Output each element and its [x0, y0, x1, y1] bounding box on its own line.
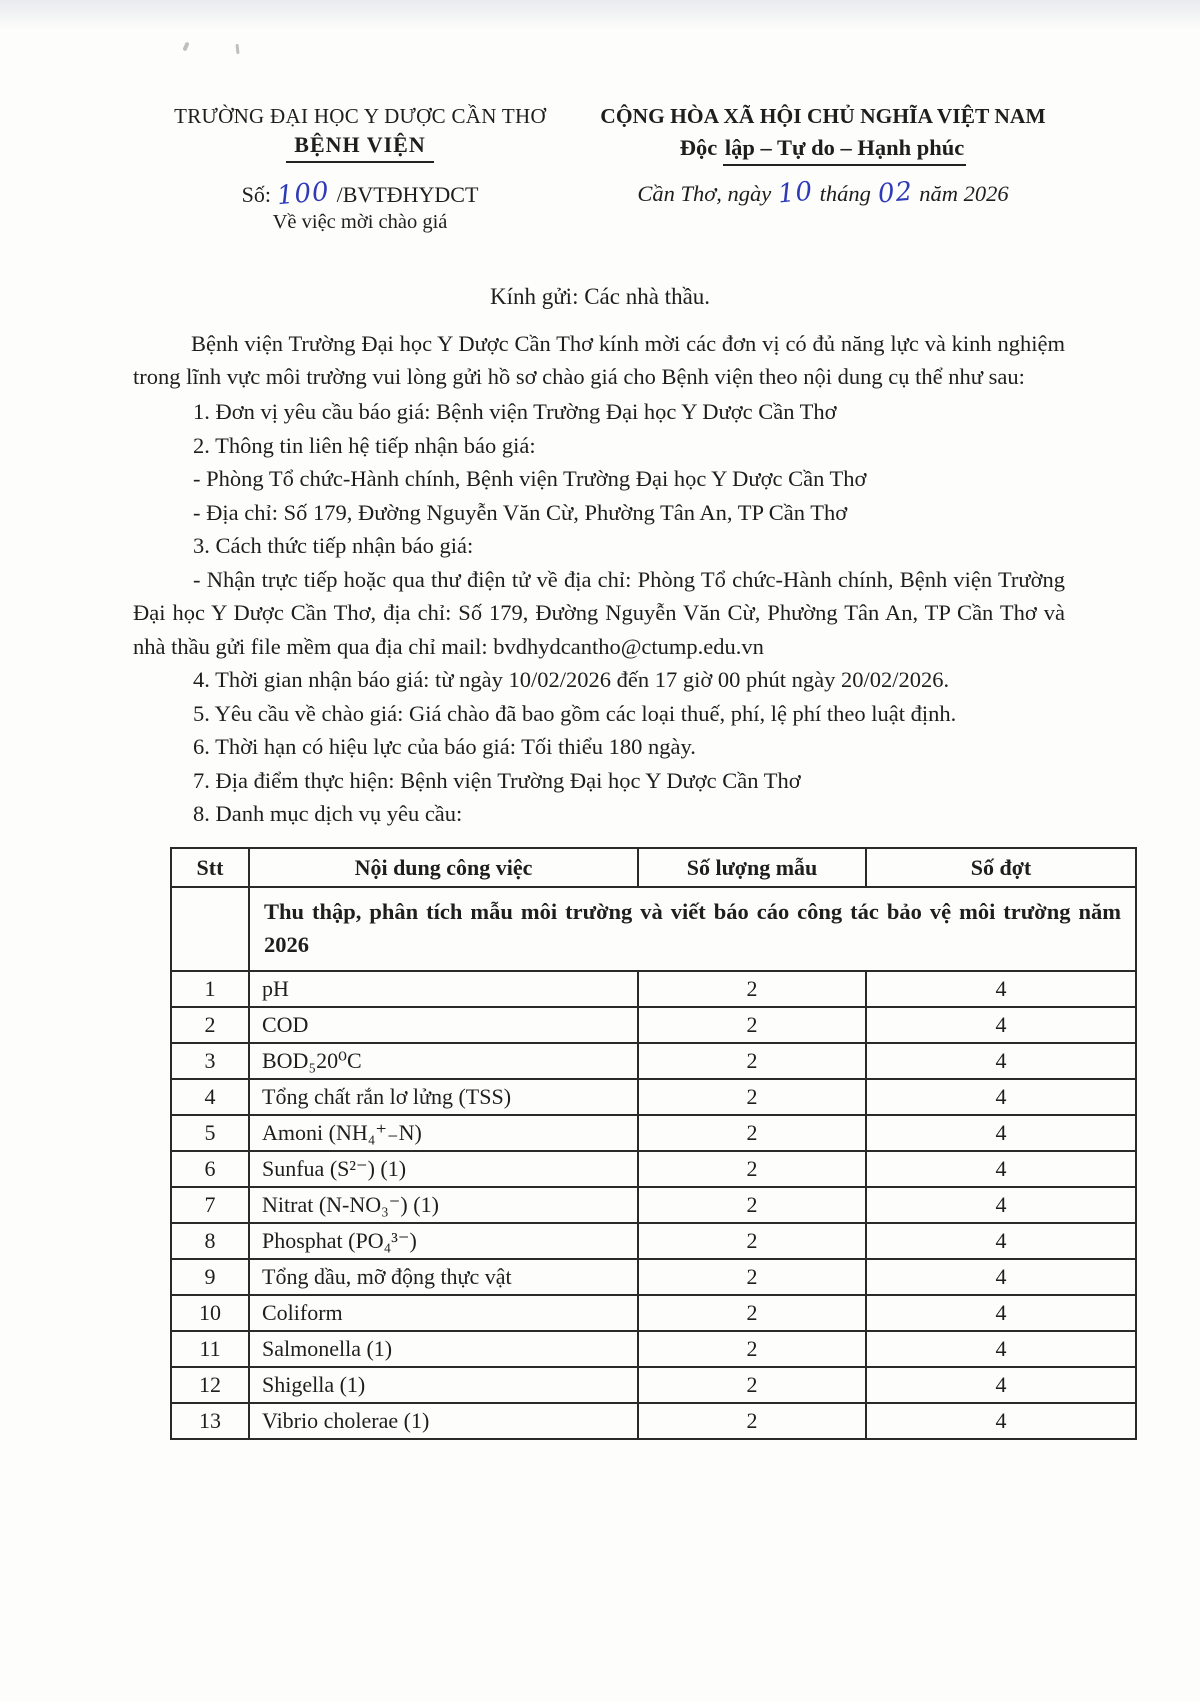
list-item-8: 8. Danh mục dịch vụ yêu cầu: [193, 801, 463, 826]
cell-samples: 2 [638, 1367, 866, 1403]
cell-stt: 7 [171, 1187, 249, 1223]
cell-stt: 4 [171, 1079, 249, 1115]
contact-dept-line: - Phòng Tổ chức-Hành chính, Bệnh viện Trường Đại học Y Dược Cần Thơ [193, 466, 867, 491]
cell-batches: 4 [866, 1151, 1136, 1187]
cell-name: Nitrat (N-NO₃⁻) (1) [249, 1187, 638, 1223]
national-motto-line [583, 135, 1063, 166]
national-header-block [583, 104, 1063, 234]
cell-stt: 13 [171, 1403, 249, 1439]
month-handwritten: 02 [876, 176, 914, 210]
cell-batches: 4 [866, 1187, 1136, 1223]
cell-stt: 5 [171, 1115, 249, 1151]
national-motto-prefix: Độc [679, 135, 718, 160]
intro-paragraph: Bệnh viện Trường Đại học Y Dược Cần Thơ kính mời các đơn vị có đủ năng lực và kinh nghiệm trong lĩnh vực môi trường vui lòng gửi hồ sơ chào giá cho Bệnh viện theo nội dung cụ thể như sau: [133, 331, 1065, 389]
cell-name: Salmonella (1) [249, 1331, 638, 1367]
cell-batches: 4 [866, 1403, 1136, 1439]
table-header-row [171, 848, 1136, 887]
cell-samples: 2 [638, 1295, 866, 1331]
cell-name: Shigella (1) [249, 1367, 638, 1403]
list-item-6: 6. Thời hạn có hiệu lực của báo giá: Tối thiểu 180 ngày. [193, 734, 696, 759]
cell-samples: 2 [638, 1331, 866, 1367]
table-row [171, 1079, 1136, 1115]
group-row-stt-cell [171, 887, 249, 971]
cell-samples: 2 [638, 1403, 866, 1439]
services-table [170, 847, 1137, 1440]
salutation: Kính gửi: Các nhà thầu. [489, 284, 711, 309]
list-item-4: 4. Thời gian nhận báo giá: từ ngày 10/02/2026 đến 17 giờ 00 phút ngày 20/02/2026. [193, 667, 950, 692]
cell-samples: 2 [638, 971, 866, 1007]
day-handwritten: 10 [776, 176, 815, 210]
cell-stt: 2 [171, 1007, 249, 1043]
cell-samples: 2 [638, 1043, 866, 1079]
number-label: Số: [241, 182, 271, 207]
table-group-row [171, 887, 1136, 971]
month-label: tháng [819, 181, 871, 206]
cell-name: Sunfua (S²⁻) (1) [249, 1151, 638, 1187]
table-row [171, 1115, 1136, 1151]
cell-stt: 1 [171, 971, 249, 1007]
cell-stt: 3 [171, 1043, 249, 1079]
letterhead [0, 0, 1200, 234]
col-header-stt: Stt [171, 848, 249, 887]
cell-name: Vibrio cholerae (1) [249, 1403, 638, 1439]
table-row [171, 1367, 1136, 1403]
national-title: CỘNG HÒA XÃ HỘI CHỦ NGHĨA VIỆT NAM [600, 104, 1046, 128]
cell-stt: 6 [171, 1151, 249, 1187]
document-number-line [145, 176, 575, 212]
list-item-5: 5. Yêu cầu về chào giá: Giá chào đã bao gồm các loại thuế, phí, lệ phí theo luật định. [193, 700, 957, 726]
place-date-prefix: Cần Thơ, ngày [637, 181, 772, 206]
cell-stt: 11 [171, 1331, 249, 1367]
cell-batches: 4 [866, 1043, 1136, 1079]
contact-address-line: - Địa chỉ: Số 179, Đường Nguyễn Văn Cừ, Phường Tân An, TP Cần Thơ [193, 499, 848, 525]
place-date-line [583, 176, 1063, 210]
cell-name: BOD₅20⁰C [249, 1043, 638, 1079]
cell-batches: 4 [866, 1259, 1136, 1295]
cell-samples: 2 [638, 1187, 866, 1223]
cell-samples: 2 [638, 1259, 866, 1295]
cell-batches: 4 [866, 1223, 1136, 1259]
table-row [171, 1187, 1136, 1223]
cell-name: Amoni (NH₄⁺₋N) [249, 1115, 638, 1151]
scan-artifact-top [0, 0, 1200, 30]
list-item-3: 3. Cách thức tiếp nhận báo giá: [193, 533, 474, 558]
table-row [171, 1295, 1136, 1331]
list-item-7: 7. Địa điểm thực hiện: Bệnh viện Trường Đại học Y Dược Cần Thơ [193, 767, 801, 793]
org-unit-name: BỆNH VIỆN [286, 132, 433, 163]
year-label: năm 2026 [919, 181, 1009, 206]
cell-stt: 10 [171, 1295, 249, 1331]
table-row [171, 1007, 1136, 1043]
org-university-name: TRƯỜNG ĐẠI HỌC Y DƯỢC CẦN THƠ [174, 104, 546, 128]
table-row [171, 1403, 1136, 1439]
group-row-title: Thu thập, phân tích mẫu môi trường và viết báo cáo công tác bảo vệ môi trường năm 2026 [249, 887, 1136, 971]
cell-samples: 2 [638, 1079, 866, 1115]
table-row [171, 1259, 1136, 1295]
table-row [171, 1223, 1136, 1259]
cell-batches: 4 [866, 1079, 1136, 1115]
cell-batches: 4 [866, 971, 1136, 1007]
cell-stt: 8 [171, 1223, 249, 1259]
body-list [133, 395, 1065, 831]
cell-stt: 12 [171, 1367, 249, 1403]
col-header-samples: Số lượng mẫu [638, 848, 866, 887]
cell-name: Tổng dầu, mỡ động thực vật [249, 1259, 638, 1295]
document-number-handwritten: 100 [276, 176, 332, 212]
cell-batches: 4 [866, 1115, 1136, 1151]
cell-name: Tổng chất rắn lơ lửng (TSS) [249, 1079, 638, 1115]
col-header-batches: Số đợt [866, 848, 1136, 887]
document-subject: Về việc mời chào giá [272, 211, 448, 233]
cell-name: pH [249, 971, 638, 1007]
table-row [171, 1331, 1136, 1367]
col-header-task: Nội dung công việc [249, 848, 638, 887]
cell-samples: 2 [638, 1223, 866, 1259]
national-motto-underlined: lập – Tự do – Hạnh phúc [723, 135, 966, 166]
cell-batches: 4 [866, 1007, 1136, 1043]
cell-name: COD [249, 1007, 638, 1043]
org-unit-line [145, 132, 575, 163]
cell-name: Phosphat (PO₄³⁻) [249, 1223, 638, 1259]
list-item-1: 1. Đơn vị yêu cầu báo giá: Bệnh viện Trường Đại học Y Dược Cần Thơ [193, 399, 837, 424]
table-row [171, 1151, 1136, 1187]
table-row [171, 1043, 1136, 1079]
cell-samples: 2 [638, 1115, 866, 1151]
cell-samples: 2 [638, 1007, 866, 1043]
issuing-org-block [145, 104, 575, 234]
cell-samples: 2 [638, 1151, 866, 1187]
cell-stt: 9 [171, 1259, 249, 1295]
cell-name: Coliform [249, 1295, 638, 1331]
cell-batches: 4 [866, 1295, 1136, 1331]
receiving-method-paragraph: - Nhận trực tiếp hoặc qua thư điện tử về địa chỉ: Phòng Tổ chức-Hành chính, Bệnh viện Trường Đại học Y Dược Cần Thơ, địa chỉ: Số 179, Đường Nguyễn Văn Cừ, Phường Tân An, TP Cần Thơ và nhà thầu gửi file mềm qua địa chỉ mail: bvdhydcantho@ctump.edu.vn [133, 566, 1065, 659]
cell-batches: 4 [866, 1367, 1136, 1403]
cell-batches: 4 [866, 1331, 1136, 1367]
number-suffix: /BVTĐHYDCT [336, 182, 479, 207]
list-item-2: 2. Thông tin liên hệ tiếp nhận báo giá: [193, 432, 536, 458]
table-row [171, 971, 1136, 1007]
